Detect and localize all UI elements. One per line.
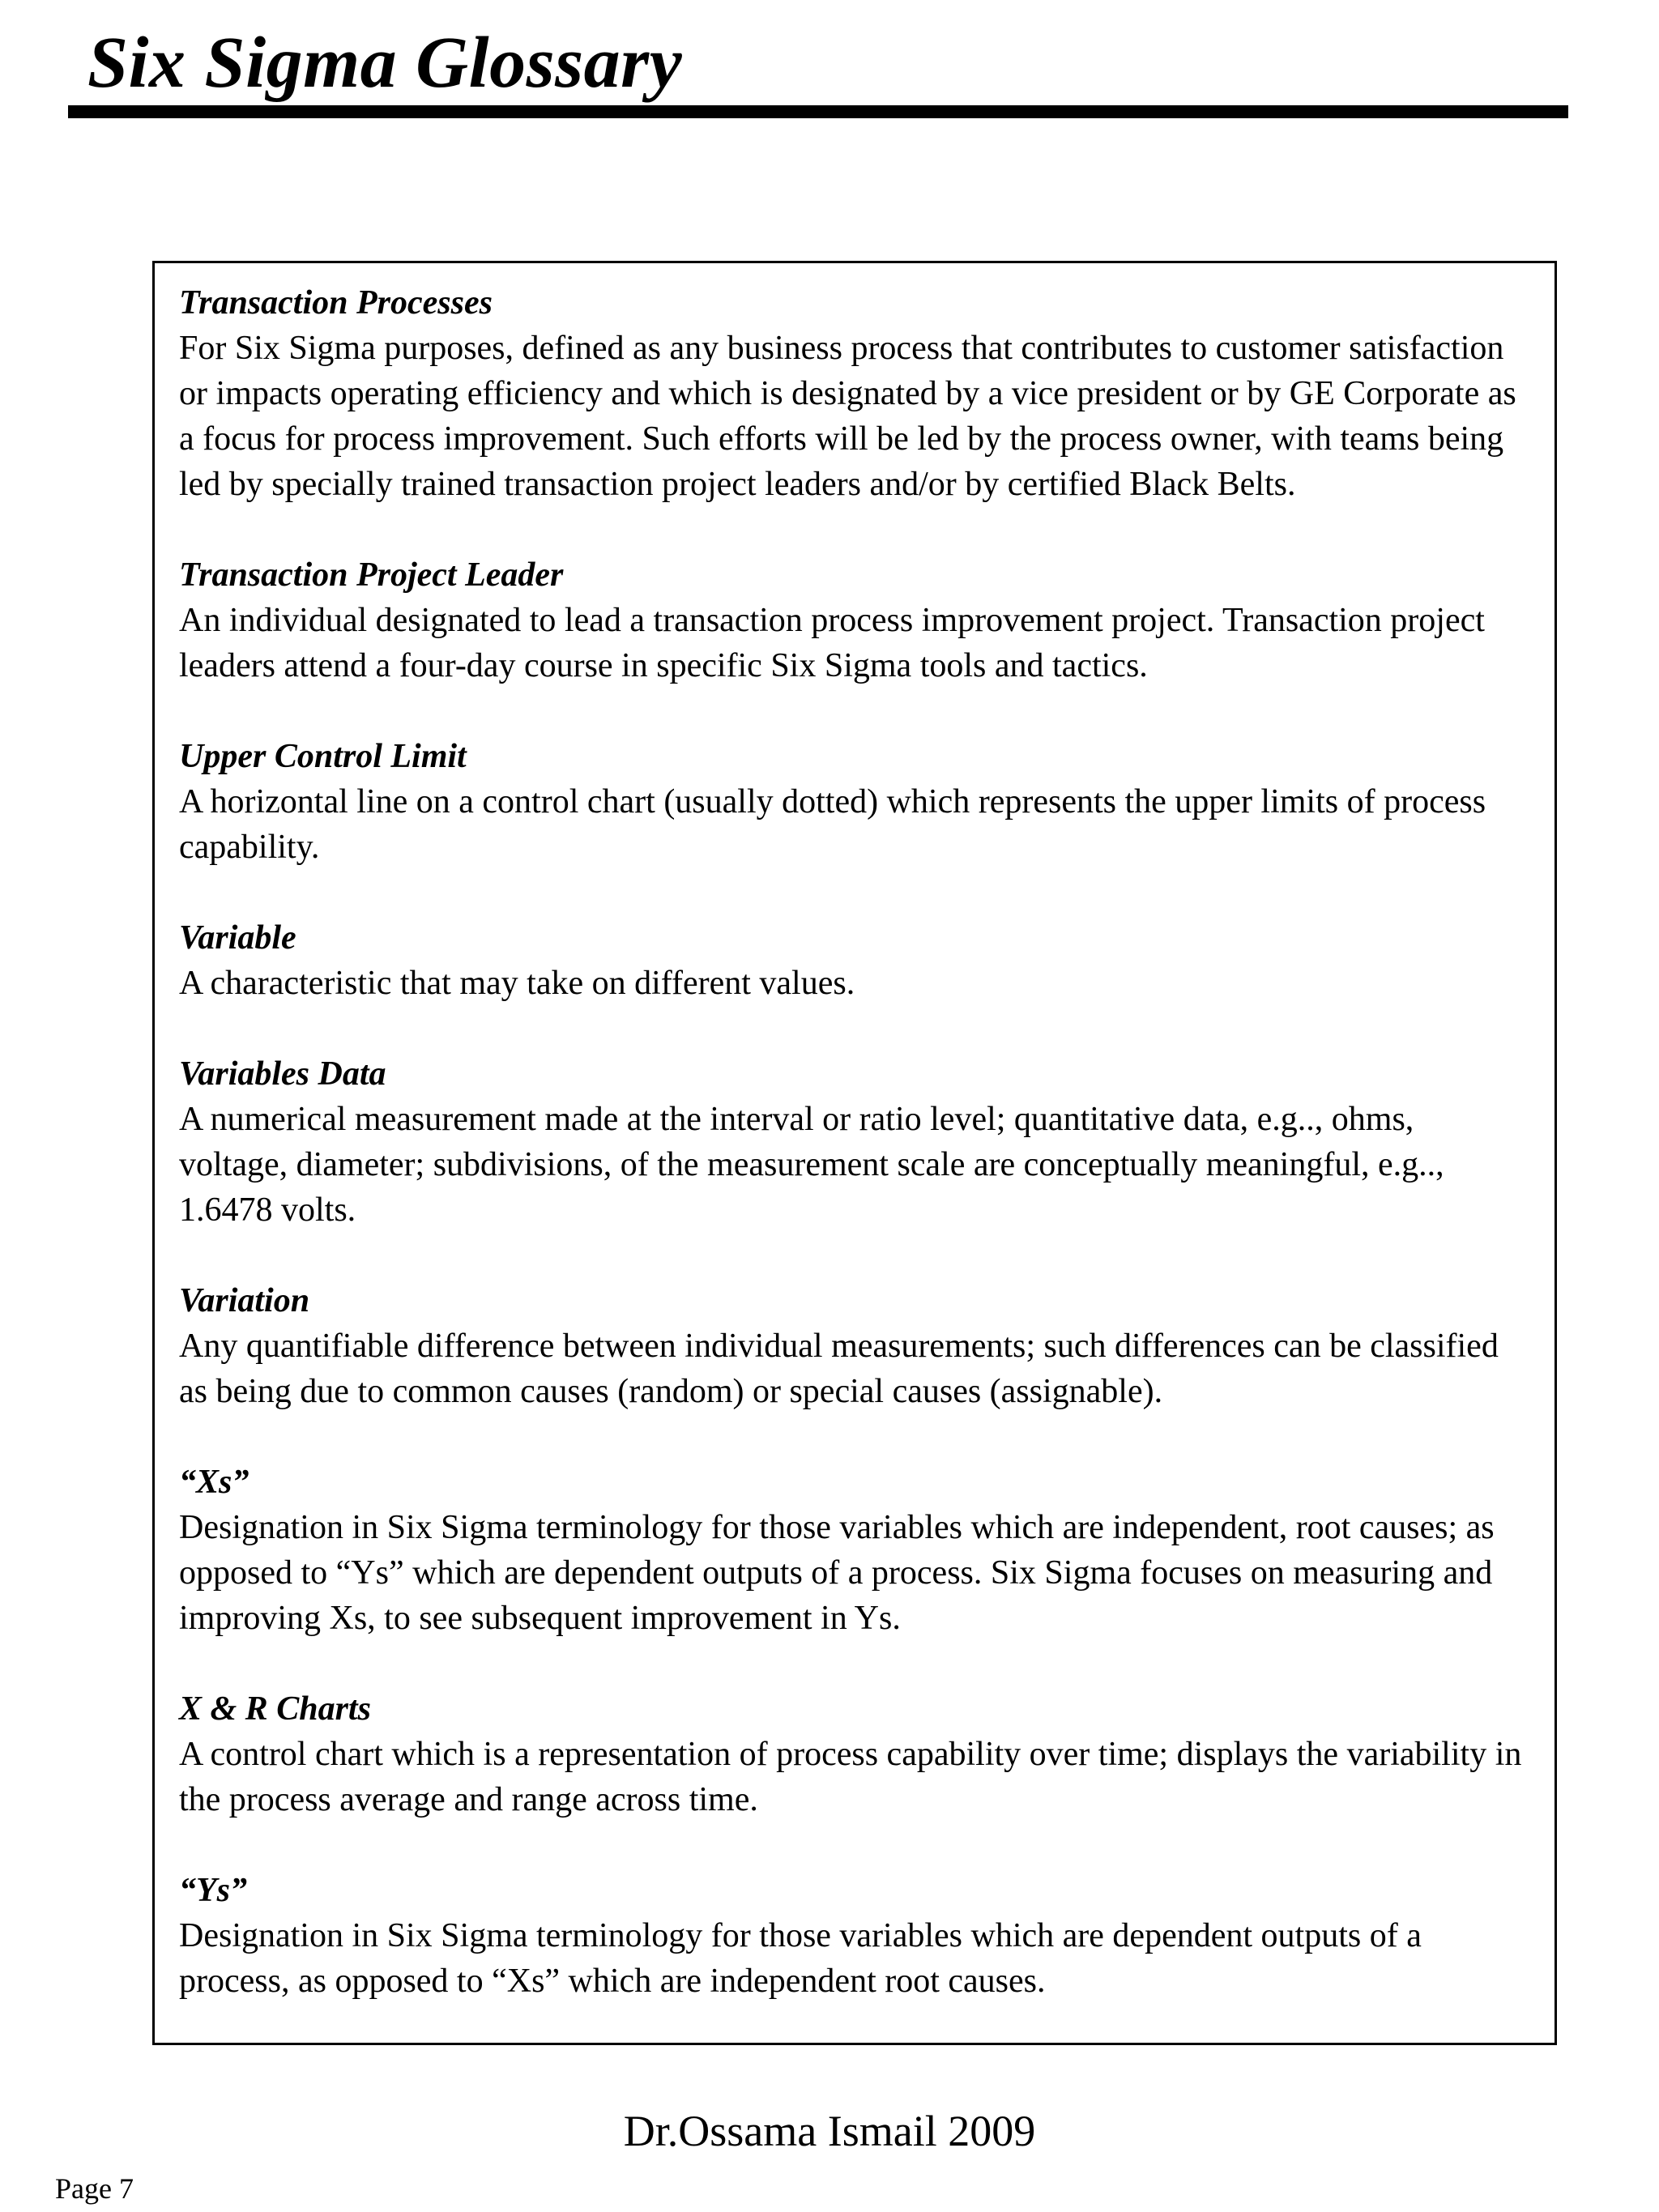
author-footer: Dr.Ossama Ismail 2009: [623, 2107, 1036, 2155]
glossary-definition: An individual designated to lead a transaction process improvement project. Transaction project leaders attend a four-day course in specific Six Sigma tools and tactics.: [179, 602, 1485, 684]
glossary-definition: For Six Sigma purposes, defined as any business process that contributes to customer satisfaction or impacts operating efficiency and which is designated by a vice president or by GE Corporate as a focus for process improvement. Such efforts will be led by the process owner, with teams being led by specially trained transaction project leaders and/or by certified Black Belts.: [179, 330, 1516, 503]
glossary-term: Transaction Processes: [179, 284, 493, 322]
glossary-definition: A characteristic that may take on different values.: [179, 965, 855, 1002]
glossary-definition: A numerical measurement made at the interval or ratio level; quantitative data, e.g.., ohms, voltage, diameter; subdivisions, of the measurement scale are conceptually meaningful, e.g.., 1.6478 volts.: [179, 1101, 1444, 1229]
glossary-term: Transaction Project Leader: [179, 556, 564, 594]
title-underline-rule: [68, 105, 1568, 118]
glossary-entry-transaction-processes: [179, 280, 1530, 507]
glossary-entry-ys: [179, 1868, 1530, 2004]
page-title: Six Sigma Glossary: [87, 23, 683, 103]
glossary-entry-xs: [179, 1460, 1530, 1641]
glossary-entry-variable: [179, 915, 1530, 1006]
glossary-definition: Designation in Six Sigma terminology for those variables which are dependent outputs of a process, as opposed to “Xs” which are independent root causes.: [179, 1917, 1422, 2000]
glossary-entry-variables-data: [179, 1051, 1530, 1233]
glossary-term: Variation: [179, 1282, 310, 1319]
glossary-entry-transaction-project-leader: [179, 552, 1530, 688]
glossary-entry-upper-control-limit: [179, 734, 1530, 870]
glossary-term: X & R Charts: [179, 1690, 371, 1728]
glossary-term: “Ys”: [179, 1872, 247, 1909]
glossary-definition: A horizontal line on a control chart (usually dotted) which represents the upper limits of process capability.: [179, 783, 1486, 866]
glossary-entry-variation: [179, 1278, 1530, 1414]
glossary-definition: Any quantifiable difference between individual measurements; such differences can be classified as being due to common causes (random) or special causes (assignable).: [179, 1328, 1499, 1410]
glossary-term: Upper Control Limit: [179, 738, 467, 775]
glossary-box: [152, 261, 1557, 2045]
glossary-definition: Designation in Six Sigma terminology for those variables which are independent, root causes; as opposed to “Ys” which are dependent outputs of a process. Six Sigma focuses on measuring and improving Xs, to see subsequent improvement in Ys.: [179, 1509, 1495, 1637]
glossary-term: “Xs”: [179, 1464, 249, 1501]
glossary-term: Variables Data: [179, 1055, 386, 1093]
glossary-definition: A control chart which is a representation of process capability over time; displays the variability in the process average and range across time.: [179, 1736, 1522, 1818]
glossary-entry-x-and-r-charts: [179, 1686, 1530, 1822]
page-number: Page 7: [55, 2172, 134, 2205]
glossary-term: Variable: [179, 919, 296, 957]
